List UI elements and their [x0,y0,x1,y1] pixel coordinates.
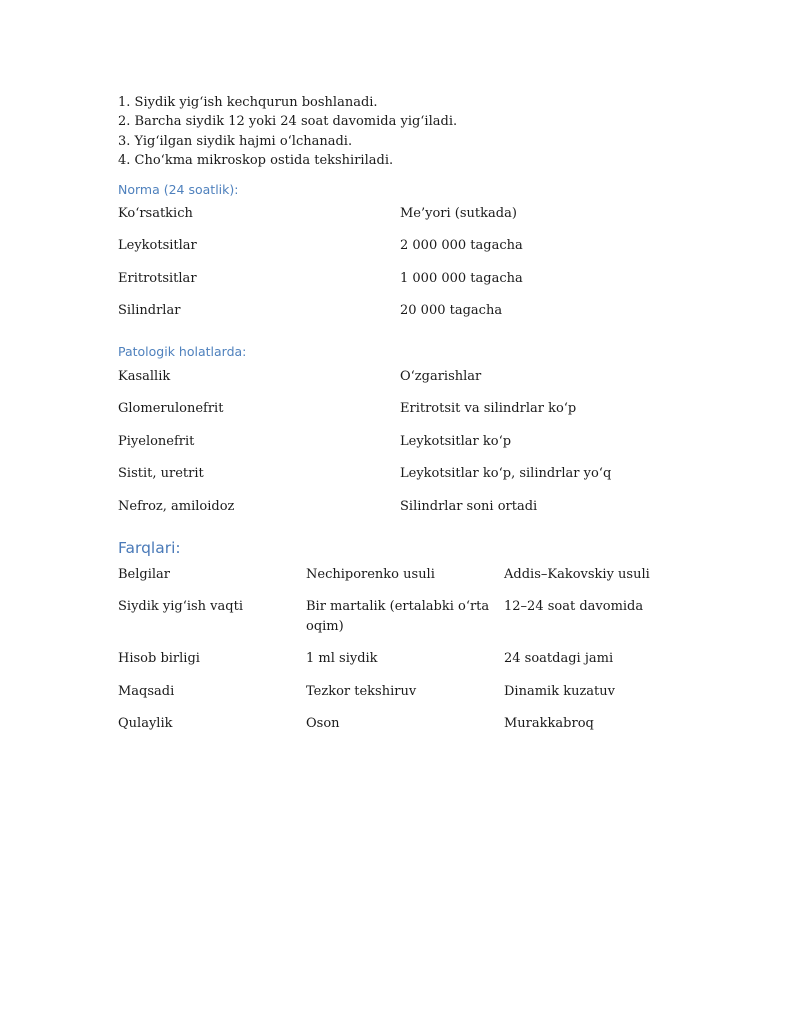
table-cell: Oson [306,716,340,732]
table-cell: Leykotsitlar ko‘p [400,433,512,449]
patologik-heading: Patologik holatlarda: [118,344,247,359]
table-cell: Eritrotsit va silindrlar ko‘p [400,401,577,417]
table-cell: Qulaylik [118,716,173,732]
table-cell: Bir martalik (ertalabki o‘rta oqim) [306,599,490,634]
table-cell: Piyelonefrit [118,433,195,449]
table-cell: Hisob birligi [118,651,200,667]
table-row [118,682,650,714]
table-header-row [118,367,611,399]
farqlari-heading: Farqlari: [118,539,181,557]
table-cell: Nefroz, amiloidoz [118,498,235,514]
table-header-cell: Kasallik [118,369,171,384]
table-cell: Maqsadi [118,683,175,699]
table-cell: Dinamik kuzatuv [504,683,615,699]
table-header-cell: Nechiporenko usuli [306,567,435,582]
table-row [118,269,523,301]
table-cell: 2 000 000 tagacha [400,238,523,254]
table-row [118,432,611,464]
table-row [118,464,611,496]
table-row [118,497,611,529]
table-cell: Silindrlar soni ortadi [400,498,538,514]
farqlari-table [118,565,650,747]
norma-heading: Norma (24 soatlik): [118,182,239,197]
procedure-steps-list [118,93,457,170]
patologik-table [118,367,611,529]
table-cell: Murakkabroq [504,716,594,732]
procedure-step: 2. Barcha siydik 12 yoki 24 soat davomida yig‘iladi. [118,114,458,130]
table-cell: 1 ml siydik [306,651,378,667]
table-header-cell: Belgilar [118,567,171,582]
table-header-cell: Me’yori (sutkada) [400,206,517,221]
table-cell: Silindrlar [118,303,181,319]
table-row [118,649,650,681]
table-cell: 12–24 soat davomida [504,599,644,615]
table-header-row [118,565,650,597]
norma-table [118,204,523,334]
table-row [118,597,650,649]
table-header-cell: Ko‘rsatkich [118,206,193,221]
table-cell: Leykotsitlar ko‘p, silindrlar yo‘q [400,466,612,482]
procedure-step: 3. Yig‘ilgan siydik hajmi o‘lchanadi. [118,133,353,149]
table-cell: 24 soatdagi jami [504,651,614,667]
table-row [118,236,523,268]
table-cell: 20 000 tagacha [400,303,503,319]
table-cell: Glomerulonefrit [118,401,224,417]
table-row [118,399,611,431]
procedure-step: 4. Cho‘kma mikroskop ostida tekshiriladi. [118,152,394,168]
table-cell: Sistit, uretrit [118,466,204,482]
table-header-row [118,204,523,236]
table-cell: 1 000 000 tagacha [400,270,523,286]
table-cell: Eritrotsitlar [118,270,197,286]
table-header-cell: O‘zgarishlar [400,369,482,384]
table-cell: Tezkor tekshiruv [306,683,417,699]
table-row [118,301,523,333]
table-header-cell: Addis–Kakovskiy usuli [504,567,650,582]
procedure-step: 1. Siydik yig‘ish kechqurun boshlanadi. [118,95,378,110]
table-row [118,714,650,746]
table-cell: Siydik yig‘ish vaqti [118,599,243,615]
table-cell: Leykotsitlar [118,238,197,254]
